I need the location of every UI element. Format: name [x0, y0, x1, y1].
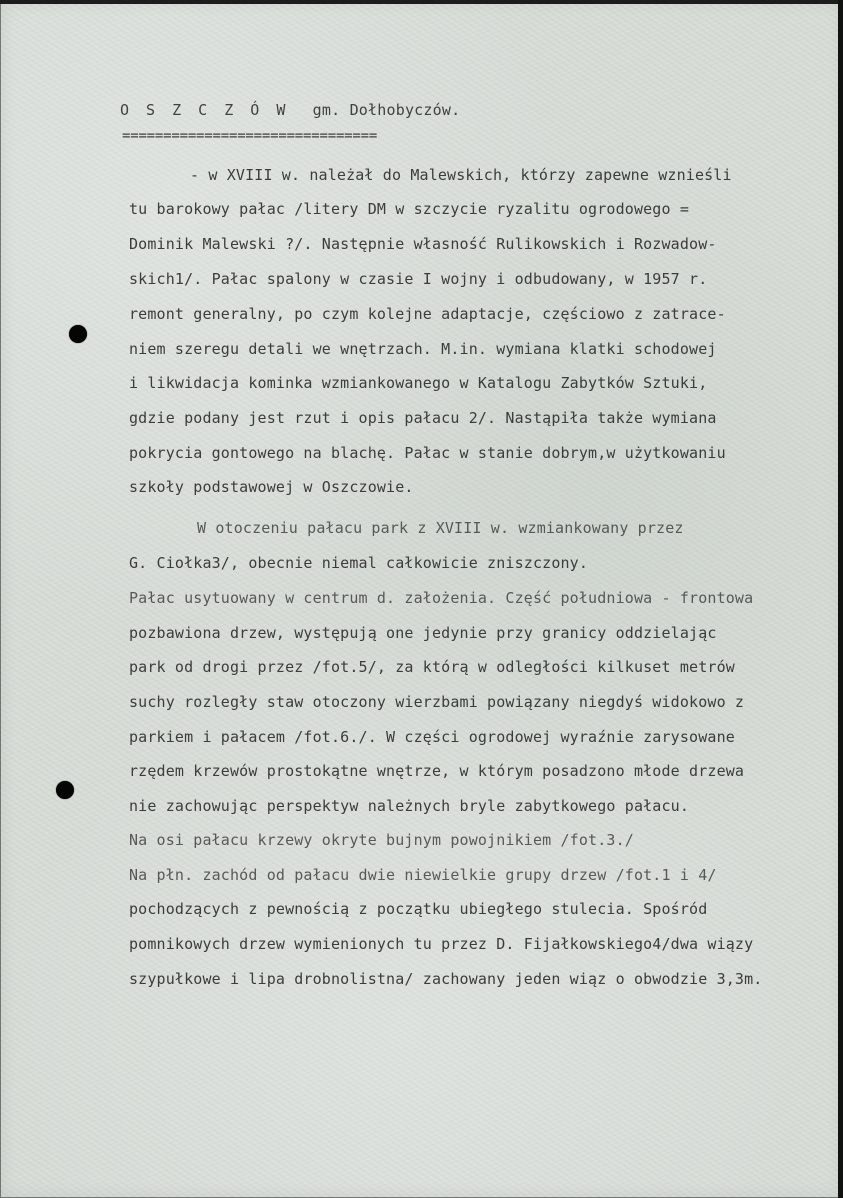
text-line: pokrycia gontowego na blachę. Pałac w stanie dobrym,w użytkowaniu	[129, 444, 726, 462]
text-line: gdzie podany jest rzut i opis pałacu 2/. Nastąpiła także wymiana	[129, 409, 717, 427]
text-line: skich1/. Pałac spalony w czasie I wojny i odbudowany, w 1957 r.	[129, 270, 708, 288]
text-line: i likwidacja kominka wzmiankowanego w Katalogu Zabytków Sztuki,	[129, 374, 708, 392]
text-line: Na osi pałacu krzewy okryte bujnym powojnikiem /fot.3./	[129, 831, 634, 849]
text-line: szypułkowe i lipa drobnolistna/ zachowany jeden wiąz o obwodzie 3,3m.	[129, 970, 763, 988]
text-line: Dominik Malewski ?/. Następnie własność Rulikowskich i Rozwadow-	[129, 235, 717, 253]
scan-top-edge	[0, 0, 843, 4]
text-line: park od drogi przez /fot.5/, za którą w odległości kilkuset metrów	[129, 658, 735, 676]
text-line: remont generalny, po czym kolejne adaptacje, częściowo z zatrace-	[129, 305, 726, 323]
punch-hole	[69, 325, 87, 343]
text-line: rzędem krzewów prostokątne wnętrze, w którym posadzono młode drzewa	[129, 762, 745, 780]
text-line: nie zachowując perspektyw należnych bryle zabytkowego pałacu.	[129, 797, 690, 815]
heading-underline: ===============================	[122, 128, 378, 144]
text-line: W otoczeniu pałacu park z XVIII w. wzmiankowany przez	[197, 519, 684, 537]
text-line: G. Ciołka3/, obecnie niemal całkowicie zniszczony.	[129, 554, 589, 572]
text-line: - w XVIII w. należał do Malewskich, którzy zapewne wznieśli	[190, 166, 732, 184]
text-line: pochodzących z pewnością z początku ubiegłego stulecia. Spośród	[129, 900, 708, 918]
text-line: pomnikowych drzew wymienionych tu przez D. Fijałkowskiego4/dwa wiązy	[129, 935, 754, 953]
text-line: niem szeregu detali we wnętrzach. M.in. wymiana klatki schodowej	[129, 340, 717, 358]
text-line: Na płn. zachód od pałacu dwie niewielkie grupy drzew /fot.1 i 4/	[129, 866, 717, 884]
text-line: tu barokowy pałac /litery DM w szczycie ryzalitu ogrodowego =	[129, 200, 690, 218]
punch-hole	[56, 781, 74, 799]
text-line: suchy rozległy staw otoczony wierzbami powiązany niegdyś widokowo z	[129, 693, 745, 711]
text-line: szkoły podstawowej w Oszczowie.	[129, 478, 414, 496]
text-line: Pałac usytuowany w centrum d. założenia. Część południowa - frontowa	[129, 589, 754, 607]
text-line: parkiem i pałacem /fot.6./. W części ogrodowej wyraźnie zarysowane	[129, 728, 735, 746]
heading-place: O S Z C Z Ó W	[120, 101, 290, 119]
text-line: pozbawiona drzew, występują one jedynie przy granicy oddzielając	[129, 624, 717, 642]
document-heading	[120, 101, 500, 123]
heading-commune: gm. Dołhobyczów.	[312, 101, 461, 119]
